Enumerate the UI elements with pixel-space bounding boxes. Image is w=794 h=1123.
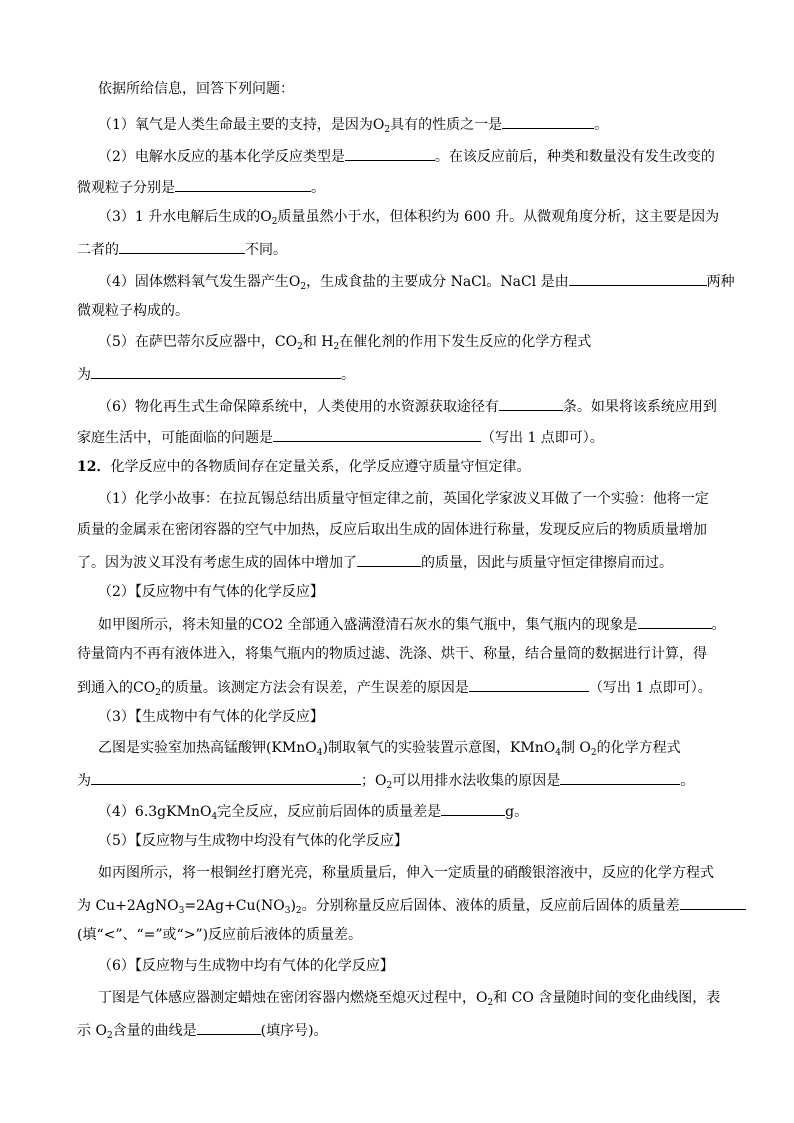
q12-part5-line3: (填“<”、“=”或“>”)反应前后液体的质量差。 xyxy=(77,927,363,943)
q12-part1-line2: 质量的金属汞在密闭容器的空气中加热，反应后取出生成的固体进行称量，发现反应后的物质质量增加 xyxy=(77,522,707,538)
answer-blank[interactable] xyxy=(469,676,589,692)
q12-part2: 如甲图所示，将未知量的CO2 全部通入盛满澄清石灰水的集气瓶中，集气瓶内的现象是 。 xyxy=(98,613,726,635)
q12-part3: 乙图是实验室加热高锰酸钾(KMnO$_4$)制取氧气的实验装置示意图，KMnO$_4$制 $O_2$的化学方程式 xyxy=(98,740,681,758)
answer-blank[interactable] xyxy=(560,769,680,785)
q12-part2-line3: 到通入的$CO_2$的质量。该测定方法会有误差，产生误差的原因是 （写出 1 点即可）。 xyxy=(77,676,712,698)
answer-blank[interactable] xyxy=(441,800,505,816)
answer-blank[interactable] xyxy=(91,769,361,785)
q11-part2-cont: 微观粒子分别是 。 xyxy=(77,176,325,198)
answer-blank[interactable] xyxy=(345,145,435,161)
q11-part3-cont: 二者的 不同。 xyxy=(77,238,287,260)
answer-blank[interactable] xyxy=(119,238,245,254)
q12-part6: 丁图是气体感应器测定蜡烛在密闭容器内燃烧至熄灭过程中，$O_2$和 CO 含量随时间的变化曲线图，表 xyxy=(98,990,721,1008)
q12-part3-line2: 为 ；$O_2$可以用排水法收集的原因是 。 xyxy=(77,769,694,791)
q11-part3: （3）1 升水电解后生成的$O_2$质量虽然小于水，但体积约为 600 升。从微观角度分析，这主要是因为 xyxy=(98,209,720,227)
q11-part4-cont: 微观粒子构成的。 xyxy=(77,303,189,319)
q12-part2-head: （2）【反应物中有气体的化学反应】 xyxy=(98,584,324,600)
answer-blank[interactable] xyxy=(499,395,563,411)
q11-part2: （2）电解水反应的基本化学反应类型是 。在该反应前后，种类和数量没有发生改变的 xyxy=(98,145,715,167)
q11-part1: （1）氧气是人类生命最主要的支持，是因为$O_2$具有的性质之一是 。 xyxy=(98,113,608,135)
answer-blank[interactable] xyxy=(197,1019,261,1035)
q12-part5: 如丙图所示，将一根铜丝打磨光亮，称量质量后，伸入一定质量的硝酸银溶液中，反应的化学方程式 xyxy=(98,865,714,881)
answer-blank[interactable] xyxy=(638,613,712,629)
q11-part6-cont: 家庭生活中，可能面临的问题是 （写出 1 点即可）。 xyxy=(77,426,604,448)
answer-blank[interactable] xyxy=(680,894,746,910)
q12-part5-line2: 为 $Cu+2AgNO_3=2Ag+Cu(NO_3)_2$。分别称量反应后固体、液体的质量，反应前后固体的质量差 xyxy=(77,894,746,916)
q11-part4: （4）固体燃料氧气发生器产生$O_2$，生成食盐的主要成分 NaCl。NaCl 是由 两种 xyxy=(98,270,735,292)
answer-blank[interactable] xyxy=(273,426,481,442)
q12-part2-line2: 待量筒内不再有液体进入，将集气瓶内的物质过滤、洗涤、烘干、称量，结合量筒的数据进行计算，得 xyxy=(77,646,707,662)
q12-part5-head: （5）【反应物与生成物中均没有气体的化学反应】 xyxy=(98,833,408,849)
q12-part1: （1）化学小故事：在拉瓦锡总结出质量守恒定律之前，英国化学家波义耳做了一个实验：他将一定 xyxy=(98,491,709,507)
intro-text: 依据所给信息，回答下列问题： xyxy=(98,81,294,97)
q12-part6-line2: 示 $O_2$含量的曲线是 (填序号)。 xyxy=(77,1019,328,1041)
q12-part6-head: （6）【反应物与生成物中均有气体的化学反应】 xyxy=(98,958,394,974)
q12-part3-head: （3）【生成物中有气体的化学反应】 xyxy=(98,709,324,725)
answer-blank[interactable] xyxy=(502,113,594,129)
answer-blank[interactable] xyxy=(91,363,341,379)
q12-part1-line3: 了。因为波义耳没有考虑生成的固体中增加了 的质量，因此与质量守恒定律擦肩而过。 xyxy=(77,551,673,573)
q11-part6: （6）物化再生式生命保障系统中，人类使用的水资源获取途径有 条。如果将该系统应用到 xyxy=(98,395,717,417)
answer-blank[interactable] xyxy=(569,270,707,286)
q12-part4: （4）6.3gKMnO$_4$完全反应，反应前后固体的质量差是 g。 xyxy=(98,800,528,822)
answer-blank[interactable] xyxy=(175,176,311,192)
answer-blank[interactable] xyxy=(357,551,421,567)
q11-part5-cont: 为 。 xyxy=(77,363,355,385)
q11-part5: （5）在萨巴蒂尔反应器中，$CO_2$和 $H_2$在催化剂的作用下发生反应的化学方程式 xyxy=(98,334,592,352)
q12-stem: 12．化学反应中的各物质间存在定量关系，化学反应遵守质量守恒定律。 xyxy=(77,459,531,475)
